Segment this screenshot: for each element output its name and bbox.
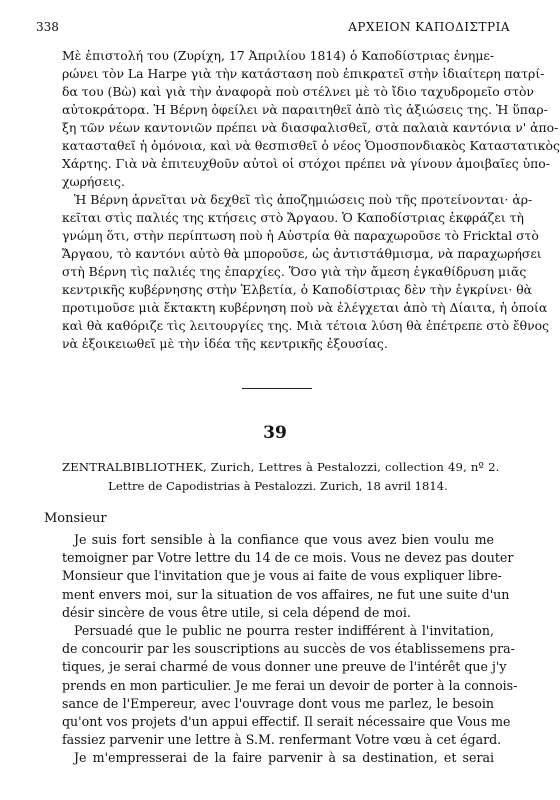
text-line: fassiez parvenir une lettre à S.M. renfermant Votre vœu à cet égard. [62, 732, 502, 748]
document-source [62, 458, 500, 496]
text-line: Μὲ ἐπιστολή του (Ζυρίχη, 17 Ἀπριλίου 1814) ὁ Καποδίστριας ἐνημε- [62, 48, 494, 63]
text-line: χωρήσεις. [62, 174, 125, 189]
text-line: tiques, je serai charmé de vous donner une preuve de l'intérêt que j'y [62, 659, 507, 675]
text-line: αὐτοκράτορα. Ἡ Βέρνη ὀφείλει νὰ παραιτηθεῖ ἀπὸ τὶς ἀξιώσεις της. Ἡ ὕπαρ- [62, 102, 548, 117]
text-line: de concourir par les souscriptions au succès de vos établissemens pra- [62, 641, 515, 657]
text-line: Ἄργαου, τὸ καντόνι αὐτὸ θὰ μποροῦσε, ὡς ἀντιστάθμισμα, νὰ παραχωρήσει [62, 246, 542, 261]
text-line: κατασταθεῖ ἡ ὁμόνοια, καὶ νὰ θεσπισθεῖ ὁ νέος Ὁμοσπονδιακὸς Καταστατικὸς [62, 138, 560, 153]
greek-summary [62, 47, 560, 353]
text-line: Ἡ Βέρνη ἀρνεῖται νὰ δεχθεῖ τὶς ἀποζημιώσεις ποὺ τῆς προτείνονται· ἀρ- [74, 192, 533, 207]
text-line: καὶ θὰ καθόριζε τὶς λειτουργίες της. Μιὰ τέτοια λύση θὰ ἐπέτρεπε στὸ ἔθνος [62, 318, 550, 333]
text-line: désir sincère de vous être utile, si cela dépend de moi. [62, 604, 411, 620]
text-line: γνώμη ὅτι, στὴν περίπτωση ποὺ ἡ Αὐστρία θὰ παραχωροῦσε τὸ Fricktal στὸ [62, 228, 539, 243]
text-line: prends en mon particulier. Je me ferai un devoir de porter à la connois- [62, 677, 518, 693]
archive-reference: ZENTRALBIBLIOTHEK, Zurich, Lettres à Pestalozzi, collection 49, nº 2. [62, 460, 500, 474]
text-line: Χάρτης. Γιὰ νὰ ἐπιτευχθοῦν αὐτοὶ οἱ στόχοι πρέπει νὰ γίνουν ἀμοιβαῖες ὑπο- [62, 156, 550, 171]
letter-body [62, 531, 518, 768]
section-separator [242, 388, 312, 389]
text-line: στὴ Βέρνη τὶς παλιές της ἐπαρχίες. Ὅσο γιὰ τὴν ἄμεση ἐγκαθίδρυση μιᾶς [62, 264, 527, 279]
text-line: qu'ont vos projets d'un appui effectif. Il serait nécessaire que Vous me [62, 714, 511, 730]
text-line: Monsieur que l'invitation que je vous ai faite de vous expliquer libre- [62, 568, 502, 584]
running-title: ΑΡΧΕΙΟΝ ΚΑΠΟΔΙΣΤΡΙΑ [348, 20, 510, 34]
greek-paragraph-2 [62, 191, 550, 353]
text-line: προτιμοῦσε μιὰ ἔκτακτη κυβέρνηση ποὺ νὰ ἐλέγχεται ἀπὸ τὴ Δίαιτα, ἡ ὁποία [62, 300, 548, 315]
running-head [36, 20, 510, 36]
text-line: ξη τῶν νέων καντονιῶν πρέπει νὰ διασφαλισθεῖ, στὰ παλαιὰ καντόνια ν' ἀπο- [62, 120, 559, 135]
text-line: Je suis fort sensible à la confiance que vous avez bien voulu me [74, 532, 494, 547]
text-line: κεῖται στὶς παλιές της κτήσεις στὸ Ἄργαου. Ὁ Καποδίστριας ἐκφράζει τὴ [62, 210, 524, 225]
text-line: κεντρικῆς κυβέρνησης στὴν Ἑλβετία, ὁ Καποδίστριας δὲν τὴν ἐγκρίνει· θὰ [62, 282, 533, 297]
text-line: ρώνει τὸν La Harpe γιὰ τὴν κατάσταση ποὺ ἐπικρατεῖ στὴν ἰδιαίτερη πατρί- [62, 66, 545, 81]
document-number: 39 [263, 423, 287, 443]
text-line: temoigner par Votre lettre du 14 de ce mois. Vous ne devez pas douter [62, 550, 514, 566]
greek-paragraph-1 [62, 47, 560, 191]
text-line: δα του (Βὼ) καὶ γιὰ τὴν ἀναφορὰ ποὺ στέλνει μὲ τὸ ἴδιο ταχυδρομεῖο στὸν [62, 84, 534, 99]
text-line: ment envers moi, sur la situation de vos affaires, ne fut une suite d'un [62, 586, 510, 602]
text-line: νὰ ἐξοικειωθεῖ μὲ τὴν ἰδέα τῆς κεντρικῆς ἐξουσίας. [62, 336, 388, 351]
letter-salutation: Monsieur [44, 511, 107, 526]
document-description: Lettre de Capodistrias à Pestalozzi. Zurich, 18 avril 1814. [108, 479, 448, 493]
text-line: Persuadé que le public ne pourra rester indifférent à l'invitation, [74, 623, 494, 639]
text-line: Je m'empresserai de la faire parvenir à sa destination, et serai [74, 750, 494, 766]
page-number: 338 [36, 20, 59, 34]
text-line: sance de l'Empereur, avec l'ouvrage dont vous me parlez, le besoin [62, 695, 494, 711]
